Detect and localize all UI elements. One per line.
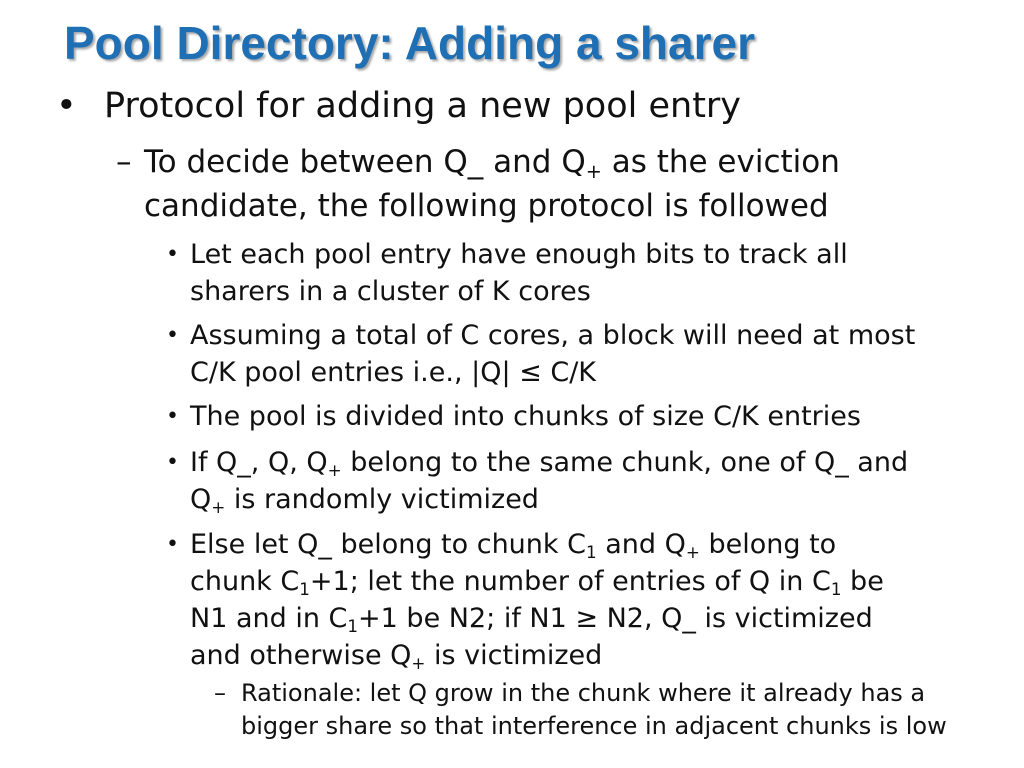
bullet-marker: • — [166, 532, 179, 557]
bullet-text: Protocol for adding a new pool entry — [104, 86, 742, 126]
point-chunks: • The pool is divided into chunks of size C/K entries — [166, 398, 861, 435]
sub-bullet-line-2: candidate, the following protocol is followed — [144, 188, 829, 224]
sub-point-rationale: – Rationale: let Q grow in the chunk where it already has a bigger share so that interference in adjacent chunks is low — [214, 679, 947, 740]
dash-marker: – — [214, 679, 226, 707]
sub-bullet-decide — [116, 140, 840, 228]
bullet-marker: • — [166, 450, 179, 475]
point-same-chunk: • If Q_, Q, $Q_+$ belong to the same chunk, one of Q_ and $Q_+$ is randomly victimized — [166, 444, 908, 518]
bullet-marker: • — [166, 404, 179, 429]
bullet-marker: • — [166, 242, 179, 267]
slide-title: Pool Directory: Adding a sharer — [64, 17, 755, 69]
bullet-protocol — [56, 84, 741, 128]
bullet-marker: • — [166, 323, 179, 348]
sub-bullet-line-1: To decide between Q_ and $Q_+$ as the eviction — [144, 144, 840, 183]
bullet-marker: • — [56, 86, 77, 126]
point-else-chunk: • Else let Q_ belong to chunk $C_1$ and $Q_+$ belong to chunk $C_1+1$; let the number of entries of Q in $C_1$ be N1 and in $C_1+1$ be N2; if N1 ≥ N2, Q_ is victimized and otherwise $Q_+$ is victimized — [166, 526, 884, 674]
point-pool-entry-bits: • Let each pool entry have enough bits to track all sharers in a cluster of K cores — [166, 236, 848, 310]
dash-marker: – — [116, 144, 132, 180]
point-total-cores: • Assuming a total of C cores, a block will need at most C/K pool entries i.e., |Q| ≤ C/K — [166, 317, 915, 391]
